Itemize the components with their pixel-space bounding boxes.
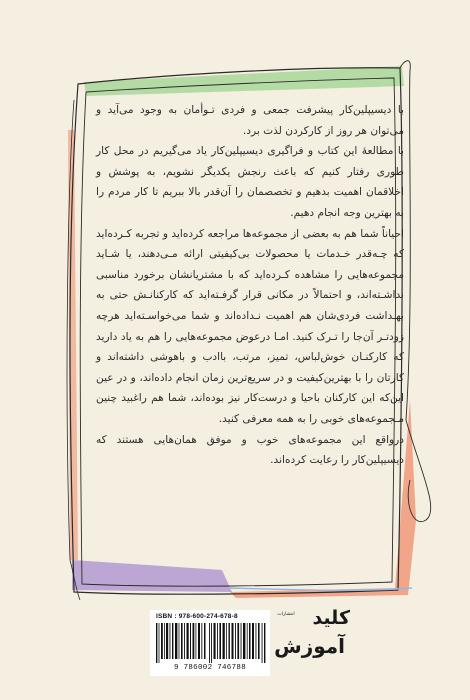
paragraph: با دیسیپلین‌کار پیشرفت جمعی و فردی تـوأمان به وجود می‌آید و می‌توان هر روز از کارکردن لذت برد. [96, 104, 404, 137]
publisher-name-bottom: آموزش [274, 634, 345, 658]
barcode-icon [156, 623, 266, 663]
publisher-prefix: انتشارات [277, 612, 295, 617]
frame-line-loop [400, 61, 431, 522]
paragraph: با مطالعهٔ این کتاب و فراگیری دیسیپلین‌کار یاد می‌گیریم در محل کار طوری رفتار کنیم که باعث رنجش یکدیگر نشویم، به پوشش و اخلاقمان اهمیت بدهیم و تخصصمان را آن‌قدر بالا ببریم تا کار مردم را به بهترین وجه انجام دهیم. [96, 145, 404, 219]
frame-purple-accent [72, 560, 232, 592]
frame-green-accent [84, 66, 404, 96]
publisher-name-top: کلید [312, 607, 350, 629]
back-cover-text [96, 100, 404, 471]
isbn-label: ISBN : 978-600-274-678-8 [156, 613, 238, 620]
paragraph: درواقع این مجموعه‌های خوب و موفق همان‌هایی هستند که دیسیپلین‌کار را رعایت کرده‌اند. [96, 433, 404, 467]
paragraph: احیاناً شما هم به بعضی از مجموعه‌ها مراجعه کرده‌اید و تجربه کـرده‌اید که چـه‌قدر خـدمات یا محصولات بی‌کیفیتی ارائه مـی‌دهند، یا شـاید مجموعه‌هایی را مشاهده کـرده‌اید که با مشتریانشان برخورد مناسبی نداشـته‌اند، و احتمالاً در مکانی قرار گرفـته‌اید که کارکنانـش حتی به بهـداشت فردی‌شان هم اهمیت نـداده‌اند و شما می‌خواسـته‌اید هرچه زودتـر آن‌جا را تـرک کنید. امـا درعوض مجموعه‌هایی را هم به یاد دارید که کارکنـان خوش‌لباس، تمیز، مرتب، باادب و باهوشی داشته‌اند و کارتان را با بهترین‌کیفیت و در سریع‌ترین زمان انجام داده‌اند، و در عین این‌که این کارکنان باحیا و درست‌کار نیز بوده‌اند، شما هم راغبید چنین مـجموعه‌های خوبی را به همه معرفی کنید. [96, 227, 404, 425]
barcode-number: 9 786002 746788 [173, 664, 246, 672]
